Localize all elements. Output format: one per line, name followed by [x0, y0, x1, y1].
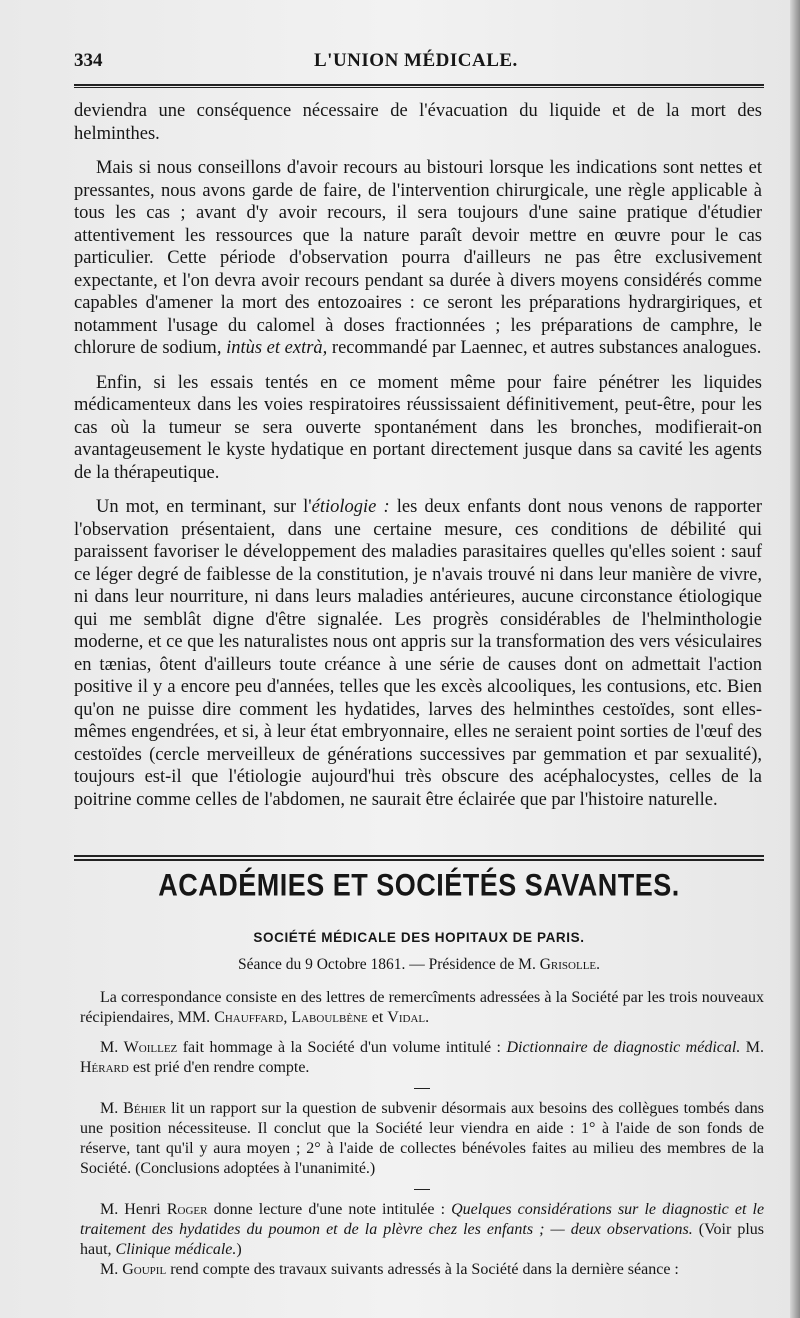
journal-title: L'UNION MÉDICALE.	[314, 50, 518, 71]
minutes-separator	[414, 1189, 430, 1190]
society-heading: SOCIÉTÉ MÉDICALE DES HOPITAUX DE PARIS.	[253, 930, 585, 945]
paragraph-helminthes: deviendra une conséquence nécessaire de l'évacuation du liquide et de la mort des helminthes.	[74, 101, 762, 144]
minutes-separator	[414, 1088, 430, 1089]
section-title: ACADÉMIES ET SOCIÉTÉS SAVANTES.	[158, 867, 680, 903]
session-line: Séance du 9 Octobre 1861. — Présidence de M. Grisolle.	[237, 956, 601, 973]
minutes-behier: M. Béhier lit un rapport sur la question de subvenir désormais aux besoins des collègues tombés dans une position nécessiteuse. Il conclut que la Société leur viendra en aide : 1° à l'aide de son fonds de réserve, tant qu'il y aura moyen ; 2° à l'aide de collectes bénévoles faites au milieu des membres de la Société. (Conclusions adoptées à l'unanimité.)	[80, 1100, 765, 1177]
page-number: 334	[74, 50, 103, 71]
page-edge-shadow	[790, 0, 800, 1318]
article-body	[74, 100, 762, 811]
paragraph-essais: Enfin, si les essais tentés en ce moment même pour faire pénétrer les liquides médicamenteux dans les voies respiratoires réussissaient définitivement, peut-être, pour les cas où la tumeur se sera ouverte spontanément dans les bronches, modifierait-on avantageusement le kyste hydatique en portant directement jusque dans sa cavité les agents de la thérapeutique.	[74, 372, 762, 483]
minutes-correspondance: La correspondance consiste en des lettres de remercîments adressées à la Société par les trois nouveaux récipiendaires, MM. Chauffard, Laboulbène et Vidal.	[80, 989, 764, 1026]
minutes-woillez: M. Woillez fait hommage à la Société d'un volume intitulé : Dictionnaire de diagnostic médical. M. Hérard est prié d'en rendre compte.	[80, 1039, 765, 1076]
session-minutes	[80, 988, 764, 1280]
header-rule	[74, 84, 764, 88]
minutes-goupil: M. Goupil rend compte des travaux suivants adressés à la Société dans la dernière séance :	[100, 1261, 679, 1278]
paragraph-bistouri: Mais si nous conseillons d'avoir recours au bistouri lorsque les indications sont nettes et pressantes, nous avons garde de faire, de l'intervention chirurgicale, une règle applicable à tous les cas ; avant d'y avoir recours, il sera toujours d'une saine pratique d'étudier attentivement les ressources que la nature paraît devoir mettre en œuvre pour le cas particulier. Cette période d'observation pourra d'ailleurs ne pas être exclusivement expectante, et l'on devra avoir recours pendant sa durée à divers moyens considérés comme capables d'amener la mort des entozoaires : ce seront les préparations hydrargiriques, et notamment l'usage du calomel à doses fractionnées ; les préparations de camphre, le chlorure de sodium, intùs et extrà, recommandé par Laennec, et autres substances analogues.	[74, 158, 762, 358]
paragraph-etiologie: Un mot, en terminant, sur l'étiologie : les deux enfants dont nous venons de rapporter l'observation présentaient, dans une certaine mesure, ces conditions de débilité qui paraissent favoriser le développement des maladies parasitaires quelles qu'elles soient : sauf ce léger degré de faiblesse de la constitution, je n'avais trouvé ni dans leur manière de vivre, ni dans leur nourriture, ni dans leurs maladies antérieures, aucune circonstance étiologique qui me semblât digne d'être signalée. Les progrès considérables de l'helminthologie moderne, et ce que les naturalistes nous ont appris sur la transformation des vers vésiculaires en tænias, ôtent d'ailleurs toute créance à une série de causes dont on admettait l'action positive il y a encore peu d'années, telles que les excès alcooliques, les contusions, etc. Bien qu'on ne puisse dire comment les hydatides, larves des helminthes cestoïdes, sont elles-mêmes engendrées, et si, à leur état embryonnaire, elles ne seraient point sorties de l'œuf des cestoïdes (cercle merveilleux de générations successives par gemmation et par sexualité), toujours est-il que l'étiologie aujourd'hui très obscure des acéphalocystes, celles de la poitrine comme celles de l'abdomen, ne saurait être éclairée que par l'histoire naturelle.	[74, 497, 763, 810]
running-head	[74, 50, 764, 78]
minutes-roger: M. Henri Roger donne lecture d'une note intitulée : Quelques considérations sur le diagnostic et le traitement des hydatides du poumon et de la plèvre chez les enfants ; — deux observations. (Voir plus haut, Clinique médicale.)	[80, 1201, 765, 1258]
section-double-rule	[74, 855, 764, 861]
